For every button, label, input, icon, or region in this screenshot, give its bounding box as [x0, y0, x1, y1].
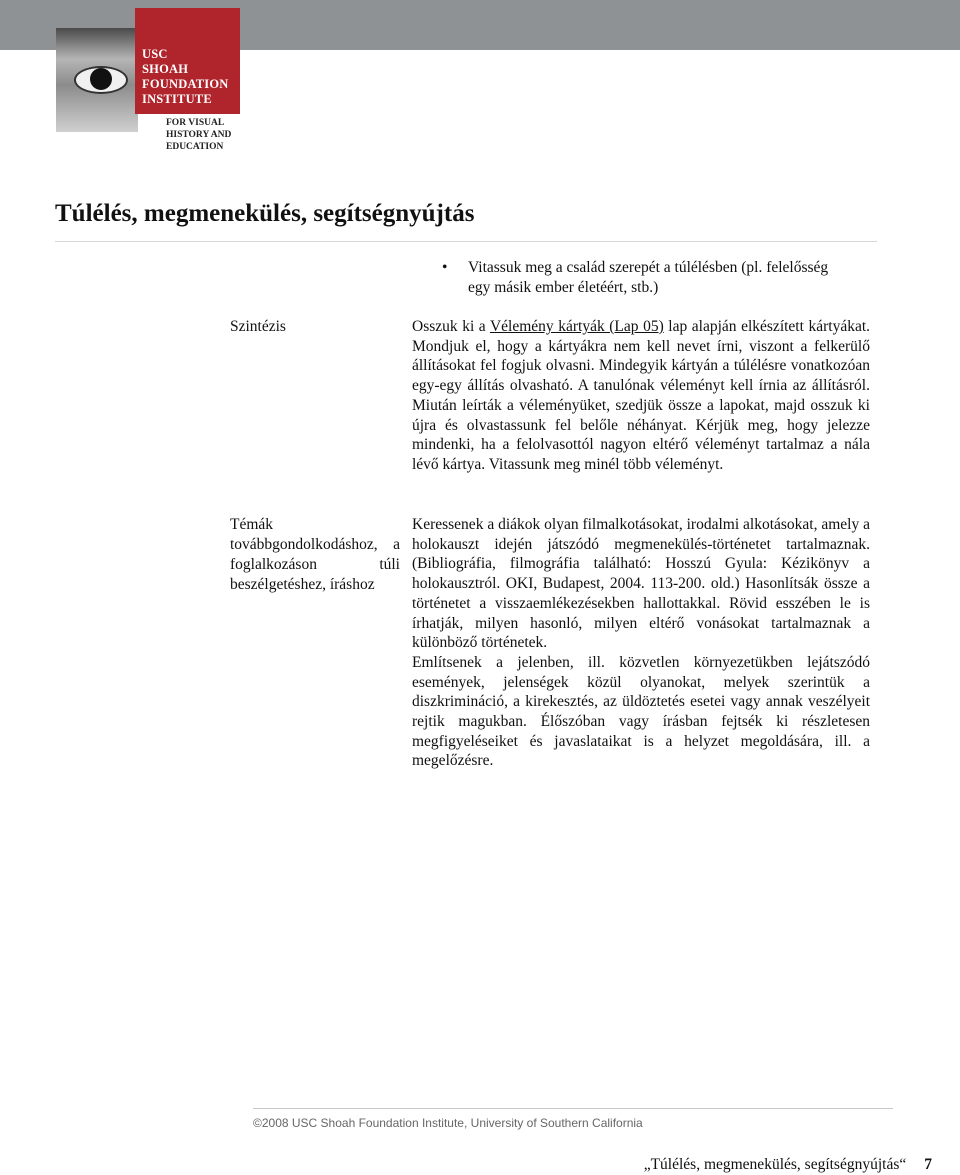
logo-line: INSTITUTE: [142, 92, 212, 106]
paragraph: Keressenek a diákok olyan filmalkotásokat, irodalmi alkotásokat, amely a holokauszt idején játszódó megmenekülés-történetet tartalmaznak. (Bibliográfia, filmográfia található: Hosszú Gyula: Kézikönyv a holokausztról. OKI, Budapest, 2004. 113-200. old.) Hasonlítsák össze a történetet a visszaemlékezésekben hallottakkal. Rövid esszében le is írhatják, milyen hasonló, milyen eltérő vonásokat tartalmaznak a különböző történetek.: [412, 516, 870, 652]
text-run: lap alapján elkészített kártyákat. Mondjuk el, hogy a kártyákra nem kell nevet írni, viszont a felkerülő állításokat fel fogjuk olvasni. Mindegyik kártyán a túlélésre vonatkozóan egy-egy állítás olvasható. A tanulónak véleményt kell írnia az állításról. Miután leírták a véleményüket, szedjük össze a lapokat, majd osszuk ki újra és olvastassunk fel belőle néhányat. Kérjük meg, hogy jelezze mindenki, ha a felolvasottól nagyon eltérő véleményt tartalmaz a nála lévő kártya. Vitassunk meg minél több véleményt.: [412, 318, 871, 473]
logo-line: FOUNDATION: [142, 77, 229, 91]
bullet-icon: •: [442, 259, 448, 276]
logo-sub-line: FOR VISUAL: [166, 118, 225, 128]
logo-name: [142, 47, 229, 107]
logo-line: SHOAH: [142, 62, 189, 76]
worksheet-reference: Vélemény kártyák (Lap 05): [489, 318, 664, 335]
running-title: „Túlélés, megmenekülés, segítségnyújtás“: [643, 1156, 907, 1173]
page-title: Túlélés, megmenekülés, segítségnyújtás: [55, 200, 475, 227]
section-body-topics: [412, 515, 870, 771]
section-body-synthesis: [412, 317, 870, 475]
logo-eye-photo: [56, 28, 138, 132]
logo-sub-line: HISTORY AND: [166, 130, 232, 140]
page-number: 7: [924, 1156, 932, 1173]
paragraph: Említsenek a jelenben, ill. közvetlen környezetükben lejátszódó események, jelenségek közül olyanokat, melyek szerintük a diszkrimináció, a kirekesztés, az üldöztetés esetei vagy annak veszélyeit rejtik magukban. Élőszóban vagy írásban fejtsék ki részletesen megfigyeléseiket és javaslataikat is a helyzet megoldására, ill. a megelőzésre.: [412, 653, 870, 770]
title-divider: [55, 241, 877, 242]
section-label-synthesis: Szintézis: [230, 318, 286, 335]
logo-sub-line: EDUCATION: [166, 142, 224, 152]
section-label-topics: Témák továbbgondolkodáshoz, a foglalkozáson túli beszélgetéshez, íráshoz: [230, 516, 400, 593]
footer-divider: [253, 1108, 893, 1109]
bullet-text: Vitassuk meg a család szerepét a túlélésben (pl. felelősség egy másik ember életéért, stb.): [468, 259, 829, 296]
logo-line: USC: [142, 47, 168, 61]
text-run: Osszuk ki a: [412, 318, 490, 335]
pupil-icon: [90, 68, 112, 90]
footer-running-title: [644, 1156, 932, 1174]
paragraph: [412, 317, 870, 475]
logo-tagline: [166, 117, 231, 153]
bullet-item: [442, 258, 842, 298]
footer-copyright: ©2008 USC Shoah Foundation Institute, University of Southern California: [253, 1116, 643, 1130]
